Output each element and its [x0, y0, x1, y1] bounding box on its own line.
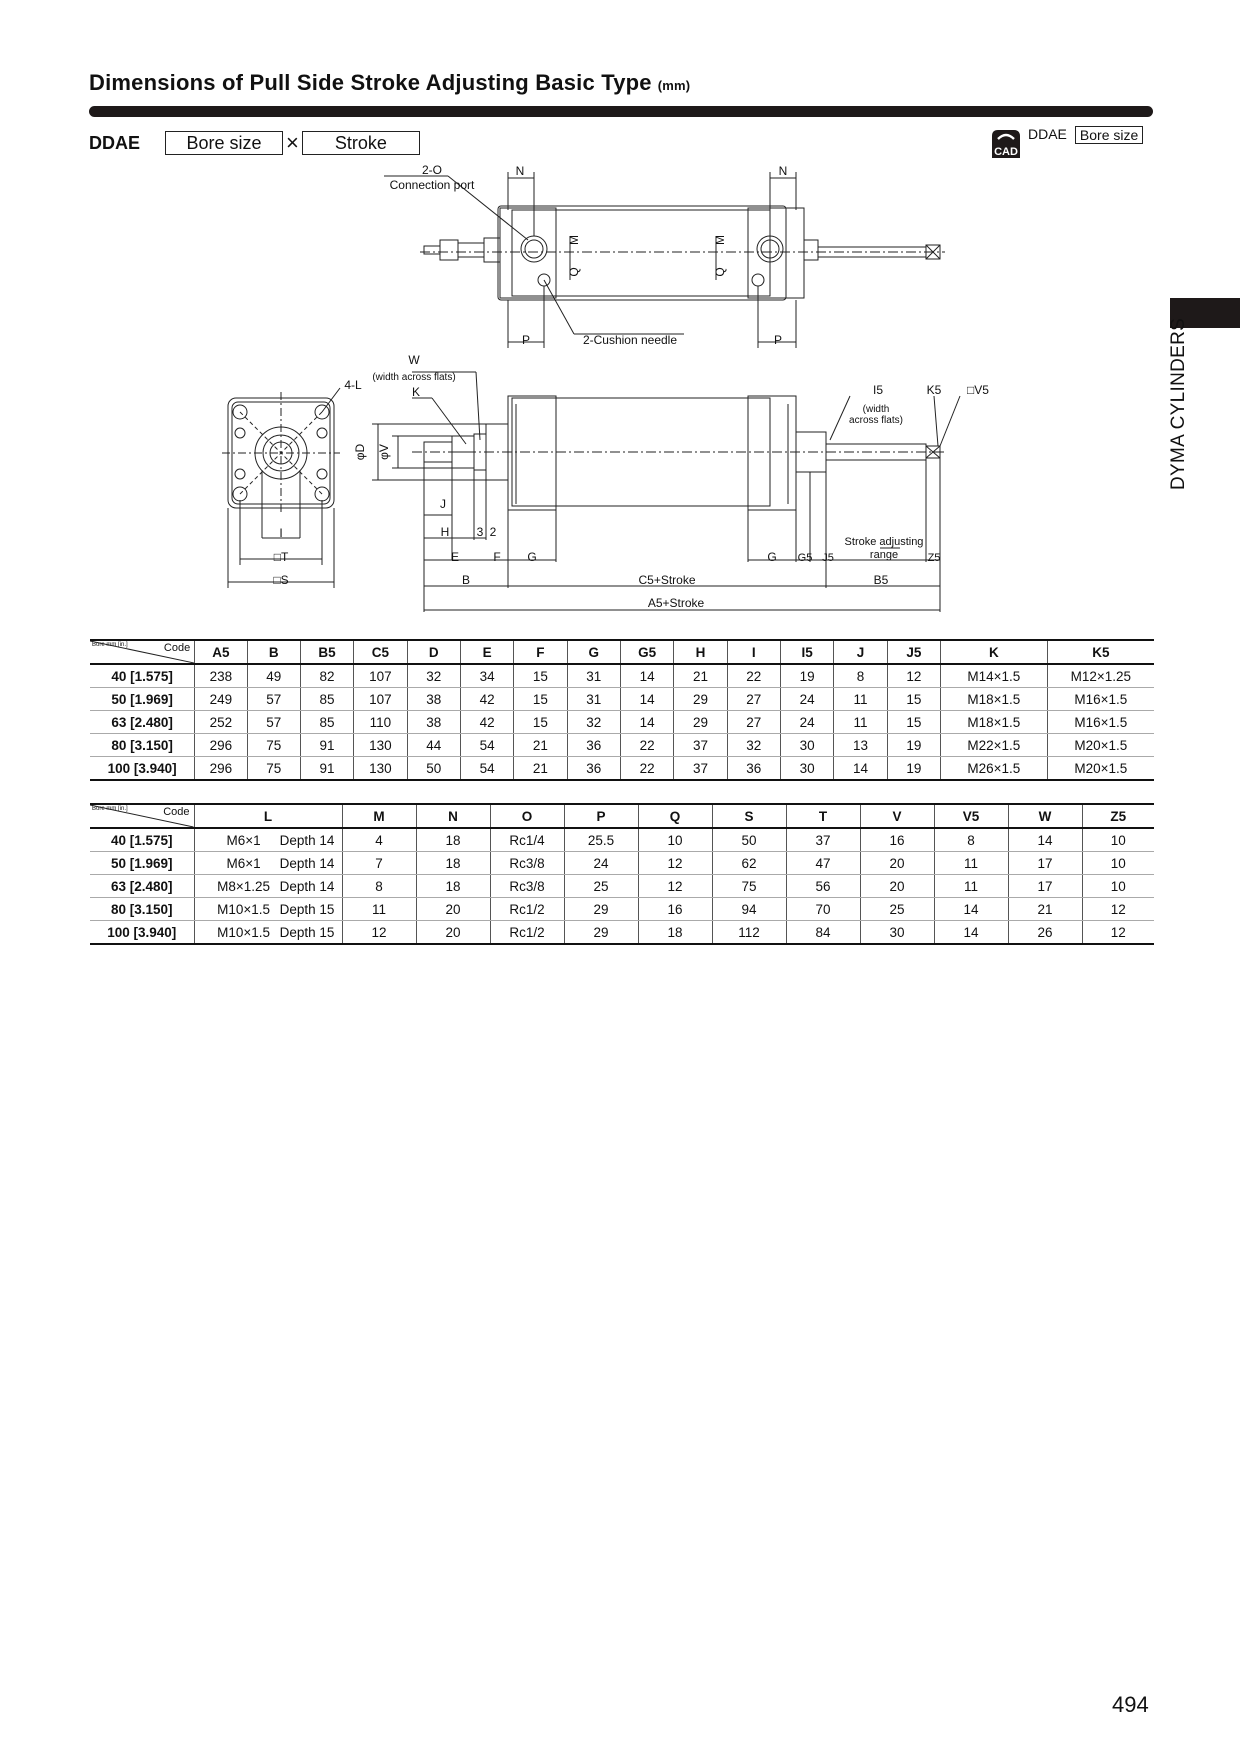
l-cell [194, 875, 342, 898]
table-cell: 14 [620, 688, 673, 711]
table-cell: M22×1.5 [941, 734, 1048, 757]
table-cell: 20 [416, 921, 490, 945]
l-cell [194, 921, 342, 945]
table-cell: 29 [674, 688, 727, 711]
table-cell: 110 [354, 711, 407, 734]
table-cell: 26 [1008, 921, 1082, 945]
title-unit: (mm) [657, 78, 691, 93]
table-cell: 130 [354, 757, 407, 781]
table2-col-header: T [786, 804, 860, 828]
table1-col-header: B [247, 640, 300, 664]
l-depth: Depth 14 [279, 878, 335, 894]
table2-col-header: Q [638, 804, 712, 828]
table-cell: 130 [354, 734, 407, 757]
table-cell: 10 [1082, 875, 1154, 898]
table-cell: 20 [860, 875, 934, 898]
bore-cell: 100 [3.940] [90, 757, 195, 781]
table-cell: 14 [620, 664, 673, 688]
table-cell: 11 [834, 711, 887, 734]
table-cell: 38 [407, 711, 460, 734]
model-code: DDAE [89, 132, 141, 153]
cad-icon-label: CAD [994, 146, 1018, 158]
side-category-label: DYMA CYLINDERS [1168, 317, 1189, 490]
bore-cell: 40 [1.575] [90, 664, 195, 688]
table2-col-header: L [194, 804, 342, 828]
table-cell: 12 [638, 875, 712, 898]
table-row [90, 875, 1154, 898]
table-cell: 24 [780, 688, 833, 711]
table2-corner-bore: Bore mm [in.] [92, 806, 128, 812]
label-t: □T [273, 550, 289, 564]
table-cell: 85 [300, 711, 353, 734]
l-depth: Depth 14 [279, 832, 335, 848]
table-cell: 25 [564, 875, 638, 898]
table-cell: 21 [674, 664, 727, 688]
table1-col-header: J [834, 640, 887, 664]
bore-size-box: Bore size [165, 131, 283, 155]
side-head-cover [748, 396, 796, 510]
table1-col-header: D [407, 640, 460, 664]
table-cell: 8 [342, 875, 416, 898]
table-cell: 31 [567, 688, 620, 711]
table-cell: 85 [300, 688, 353, 711]
label-2: 2 [489, 525, 497, 539]
table-cell: 20 [860, 852, 934, 875]
label-b: B [461, 573, 471, 587]
top-tube [512, 210, 770, 296]
table2-col-header: V [860, 804, 934, 828]
table2-col-header: S [712, 804, 786, 828]
table-row [90, 757, 1154, 781]
table1-corner-cell [90, 640, 195, 664]
table-cell: 10 [1082, 828, 1154, 852]
label-c5-stroke: C5+Stroke [638, 573, 696, 587]
table-cell: 107 [354, 664, 407, 688]
table-cell: 36 [567, 734, 620, 757]
table-cell: 32 [727, 734, 780, 757]
table-cell: 38 [407, 688, 460, 711]
l-thread: M6×1 [226, 832, 261, 848]
table-row [90, 828, 1154, 852]
table-cell: 42 [460, 711, 513, 734]
label-k: K [411, 385, 421, 399]
table-cell: 112 [712, 921, 786, 945]
table1-col-header: C5 [354, 640, 407, 664]
table-cell: 10 [1082, 852, 1154, 875]
table2-corner-cell [90, 804, 194, 828]
times-sign: × [286, 130, 299, 155]
label-n-left: N [515, 164, 525, 178]
table-row [90, 711, 1154, 734]
l-depth: Depth 15 [279, 924, 335, 940]
label-k5: K5 [926, 383, 942, 397]
table-cell: 70 [786, 898, 860, 921]
table-cell: M14×1.5 [941, 664, 1048, 688]
table2-col-header: Z5 [1082, 804, 1154, 828]
table-cell: 12 [1082, 921, 1154, 945]
table-cell: 16 [638, 898, 712, 921]
table-cell: 14 [834, 757, 887, 781]
table1-col-header: I5 [780, 640, 833, 664]
table-cell: 91 [300, 734, 353, 757]
l-depth: Depth 14 [279, 855, 335, 871]
table-cell: 57 [247, 711, 300, 734]
label-s: □S [273, 573, 289, 587]
table-cell: 91 [300, 757, 353, 781]
table-cell: 15 [514, 711, 567, 734]
table-cell: 56 [786, 875, 860, 898]
table-cell: M26×1.5 [941, 757, 1048, 781]
table-cell: 24 [780, 711, 833, 734]
bore-cell: 40 [1.575] [90, 828, 194, 852]
table-cell: 32 [567, 711, 620, 734]
label-h: H [440, 525, 450, 539]
table2-corner-code: Code [163, 806, 190, 818]
label-j: J [440, 497, 446, 511]
table-cell: 75 [712, 875, 786, 898]
table-cell: 30 [780, 734, 833, 757]
label-phi-d: φD [353, 443, 367, 461]
table-cell: 24 [564, 852, 638, 875]
table-cell: 296 [195, 734, 247, 757]
label-z5: Z5 [927, 552, 941, 564]
table-cell: 14 [934, 921, 1008, 945]
table1-col-header: I [727, 640, 780, 664]
table1-col-header: H [674, 640, 727, 664]
label-w: W [408, 353, 420, 367]
table2-col-header: V5 [934, 804, 1008, 828]
table-cell: 10 [638, 828, 712, 852]
table-cell: 29 [674, 711, 727, 734]
table-cell: Rc1/2 [490, 898, 564, 921]
table-cell: 21 [514, 734, 567, 757]
stroke-box: Stroke [302, 131, 420, 155]
l-cell [194, 852, 342, 875]
table-cell: 11 [934, 852, 1008, 875]
table-cell: M16×1.5 [1047, 688, 1154, 711]
table1-header-row [90, 640, 1154, 664]
table-cell: Rc1/4 [490, 828, 564, 852]
table-cell: 238 [195, 664, 247, 688]
l-thread: M10×1.5 [217, 901, 271, 917]
dimension-table-2 [90, 803, 1154, 945]
table1-col-header: K [941, 640, 1048, 664]
title-text: Dimensions of Pull Side Stroke Adjusting Basic Type [89, 70, 652, 95]
table-row [90, 664, 1154, 688]
table1-col-header: E [460, 640, 513, 664]
table-cell: 13 [834, 734, 887, 757]
table2-col-header: N [416, 804, 490, 828]
label-phi-v: φV [377, 444, 391, 460]
label-2o: 2-O [421, 163, 443, 177]
table-cell: 15 [514, 688, 567, 711]
table-cell: 4 [342, 828, 416, 852]
bore-cell: 63 [2.480] [90, 875, 194, 898]
table1-col-header: G [567, 640, 620, 664]
bore-cell: 50 [1.969] [90, 688, 195, 711]
table-cell: 12 [1082, 898, 1154, 921]
table-cell: 30 [780, 757, 833, 781]
label-cushion-needle: 2-Cushion needle [582, 333, 678, 347]
table-cell: 8 [934, 828, 1008, 852]
table-cell: M20×1.5 [1047, 734, 1154, 757]
table-cell: 15 [887, 688, 940, 711]
table-cell: 47 [786, 852, 860, 875]
label-m-right: M [713, 235, 727, 245]
table-cell: 21 [514, 757, 567, 781]
side-rod-cover [508, 396, 556, 510]
table-cell: 50 [712, 828, 786, 852]
table1-col-header: J5 [887, 640, 940, 664]
l-depth: Depth 15 [279, 901, 335, 917]
table-cell: 16 [860, 828, 934, 852]
table-cell: 25 [860, 898, 934, 921]
table-cell: 107 [354, 688, 407, 711]
table-cell: 27 [727, 711, 780, 734]
table1-col-header: B5 [300, 640, 353, 664]
top-head-cover [748, 208, 804, 298]
table1-col-header: A5 [195, 640, 247, 664]
label-b5: B5 [873, 573, 889, 587]
table-cell: 31 [567, 664, 620, 688]
table-cell: 19 [887, 757, 940, 781]
table-cell: 249 [195, 688, 247, 711]
bore-cell: 50 [1.969] [90, 852, 194, 875]
label-range: range [869, 549, 899, 561]
table-cell: 19 [780, 664, 833, 688]
table2-col-header: O [490, 804, 564, 828]
label-4l: 4-L [344, 378, 362, 392]
table-cell: 22 [727, 664, 780, 688]
table1-corner-code: Code [163, 642, 191, 654]
table-cell: 75 [247, 734, 300, 757]
label-e: E [450, 550, 460, 564]
label-m-left: M [567, 235, 581, 245]
label-g-left: G [527, 550, 537, 564]
table-cell: 296 [195, 757, 247, 781]
table-cell: 49 [247, 664, 300, 688]
table-cell: 37 [786, 828, 860, 852]
label-q-right: Q [713, 267, 727, 277]
table-cell: 34 [460, 664, 513, 688]
table-cell: 15 [514, 664, 567, 688]
table-cell: M18×1.5 [941, 688, 1048, 711]
table-cell: 36 [567, 757, 620, 781]
label-g5: G5 [797, 552, 813, 564]
table-cell: 62 [712, 852, 786, 875]
table2-col-header: W [1008, 804, 1082, 828]
table-row [90, 898, 1154, 921]
table-cell: 20 [416, 898, 490, 921]
table2-col-header: M [342, 804, 416, 828]
table-row [90, 921, 1154, 945]
table-cell: 12 [887, 664, 940, 688]
table-cell: 37 [674, 757, 727, 781]
table-cell: 12 [342, 921, 416, 945]
drawing-labels [273, 163, 989, 610]
label-p-right: P [773, 333, 783, 347]
table-cell: M18×1.5 [941, 711, 1048, 734]
table-cell: 37 [674, 734, 727, 757]
label-i5: I5 [872, 383, 884, 397]
table-cell: M12×1.25 [1047, 664, 1154, 688]
cad-bore-size-box: Bore size [1075, 126, 1143, 144]
l-cell [194, 898, 342, 921]
table1-col-header: K5 [1047, 640, 1154, 664]
bore-cell: 80 [3.150] [90, 734, 195, 757]
table-cell: 75 [247, 757, 300, 781]
label-i5-note-1: (width [862, 404, 890, 415]
label-f: F [493, 550, 501, 564]
label-a5-stroke: A5+Stroke [647, 596, 705, 610]
dimension-drawing [0, 0, 1240, 640]
table2-col-header: P [564, 804, 638, 828]
table-cell: 18 [638, 921, 712, 945]
table1-corner-bore: Bore mm [in.] [92, 642, 128, 648]
table-cell: 8 [834, 664, 887, 688]
page-number: 494 [1112, 1692, 1149, 1717]
table-cell: 29 [564, 921, 638, 945]
table-cell: 22 [620, 757, 673, 781]
table-cell: Rc1/2 [490, 921, 564, 945]
table-cell: 12 [638, 852, 712, 875]
table-cell: 19 [887, 734, 940, 757]
table-cell: 50 [407, 757, 460, 781]
table-cell: M20×1.5 [1047, 757, 1154, 781]
cad-model: DDAE [1028, 126, 1067, 142]
table-cell: 17 [1008, 852, 1082, 875]
dimension-table-1 [90, 639, 1154, 781]
table-row [90, 688, 1154, 711]
table-row [90, 852, 1154, 875]
table-cell: Rc3/8 [490, 852, 564, 875]
table-cell: 30 [860, 921, 934, 945]
table-cell: 252 [195, 711, 247, 734]
table1-col-header: G5 [620, 640, 673, 664]
table-cell: 7 [342, 852, 416, 875]
table-cell: 84 [786, 921, 860, 945]
table-cell: 21 [1008, 898, 1082, 921]
label-g-right: G [767, 550, 777, 564]
table-cell: 27 [727, 688, 780, 711]
label-stroke-adjusting: Stroke adjusting [844, 536, 924, 548]
table-cell: 11 [834, 688, 887, 711]
label-i: I [279, 526, 283, 540]
label-j5: J5 [822, 552, 834, 564]
table-cell: 54 [460, 757, 513, 781]
table-cell: 36 [727, 757, 780, 781]
table-cell: 14 [620, 711, 673, 734]
top-cushion-right [752, 274, 764, 286]
label-v5: □V5 [967, 383, 989, 397]
bore-cell: 63 [2.480] [90, 711, 195, 734]
label-connection-port: Connection port [389, 178, 475, 192]
table2-header-row [90, 804, 1154, 828]
table-cell: Rc3/8 [490, 875, 564, 898]
l-thread: M8×1.25 [217, 878, 271, 894]
label-p-left: P [521, 333, 531, 347]
table-cell: 94 [712, 898, 786, 921]
table-cell: 15 [887, 711, 940, 734]
table-cell: M16×1.5 [1047, 711, 1154, 734]
table-cell: 44 [407, 734, 460, 757]
label-3: 3 [476, 525, 484, 539]
table-cell: 25.5 [564, 828, 638, 852]
label-q-left: Q [567, 267, 581, 277]
bore-cell: 80 [3.150] [90, 898, 194, 921]
table-cell: 82 [300, 664, 353, 688]
label-w-note: (width across flats) [372, 372, 456, 383]
l-cell [194, 828, 342, 852]
table-cell: 42 [460, 688, 513, 711]
l-thread: M10×1.5 [217, 924, 271, 940]
table-cell: 32 [407, 664, 460, 688]
table-cell: 18 [416, 875, 490, 898]
table-cell: 11 [934, 875, 1008, 898]
label-i5-note-2: across flats) [849, 415, 903, 426]
table-cell: 54 [460, 734, 513, 757]
table-cell: 14 [934, 898, 1008, 921]
table-cell: 22 [620, 734, 673, 757]
label-n-right: N [778, 164, 788, 178]
table-cell: 14 [1008, 828, 1082, 852]
table-cell: 17 [1008, 875, 1082, 898]
table-row [90, 734, 1154, 757]
table-cell: 11 [342, 898, 416, 921]
bore-cell: 100 [3.940] [90, 921, 194, 945]
table1-col-header: F [514, 640, 567, 664]
table-cell: 29 [564, 898, 638, 921]
table-cell: 18 [416, 852, 490, 875]
table-cell: 57 [247, 688, 300, 711]
l-thread: M6×1 [226, 855, 261, 871]
table-cell: 18 [416, 828, 490, 852]
